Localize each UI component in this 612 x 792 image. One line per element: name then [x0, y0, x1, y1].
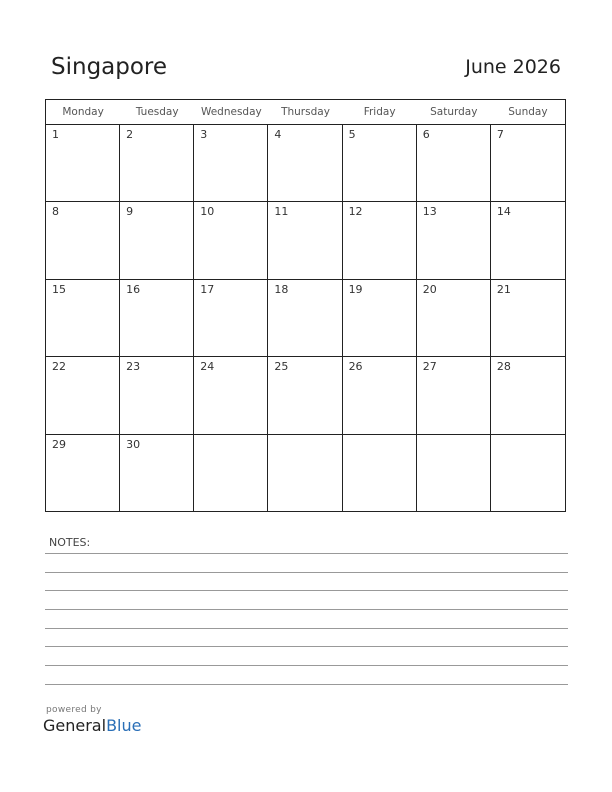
day-number: 12	[348, 205, 363, 219]
day-cell	[343, 280, 417, 357]
day-number: 8	[52, 205, 59, 219]
weekday-label: Friday	[363, 106, 396, 118]
day-number: 24	[200, 360, 215, 374]
day-cell	[491, 435, 565, 512]
day-cell	[417, 202, 491, 279]
day-number: 10	[200, 205, 215, 219]
day-cell	[120, 125, 194, 202]
day-cell	[194, 435, 268, 512]
day-cell	[417, 435, 491, 512]
day-cell	[120, 280, 194, 357]
day-cell	[268, 357, 342, 434]
day-number: 26	[348, 360, 363, 374]
weekday-label: Monday	[62, 106, 104, 118]
day-cell	[491, 357, 565, 434]
weekday-label: Tuesday	[135, 106, 179, 118]
day-cell	[46, 280, 120, 357]
day-number: 28	[496, 360, 511, 374]
day-number: 16	[126, 282, 141, 296]
day-cell	[194, 125, 268, 202]
note-line	[45, 590, 568, 591]
calendar-country-title: Singapore	[51, 54, 168, 80]
day-number: 18	[274, 282, 289, 296]
day-cell	[120, 202, 194, 279]
day-number: 19	[348, 282, 363, 296]
day-cell	[343, 202, 417, 279]
day-number: 27	[422, 360, 437, 374]
day-number: 29	[52, 437, 66, 451]
day-number: 30	[126, 437, 141, 451]
day-number: 11	[274, 205, 289, 219]
day-cell	[343, 357, 417, 434]
note-line	[45, 609, 568, 610]
note-line	[45, 553, 568, 554]
day-number: 17	[200, 282, 215, 296]
day-cell	[46, 357, 120, 434]
day-number: 1	[52, 128, 59, 141]
generalblue-logo[interactable]	[43, 716, 141, 735]
note-line	[45, 646, 568, 647]
day-cell	[417, 280, 491, 357]
note-line	[45, 684, 568, 685]
note-line	[45, 665, 568, 666]
weekday-label: Thursday	[281, 106, 330, 118]
weekday-header-row	[46, 100, 565, 125]
day-number: 9	[126, 205, 134, 219]
note-line	[45, 628, 568, 629]
day-number: 4	[274, 128, 282, 141]
calendar-grid	[45, 99, 566, 512]
day-number: 5	[348, 128, 356, 141]
day-cell	[343, 125, 417, 202]
day-cell	[46, 125, 120, 202]
day-cell	[343, 435, 417, 512]
day-number: 2	[126, 128, 134, 141]
day-number: 14	[496, 205, 511, 219]
weekday-label: Wednesday	[200, 106, 262, 118]
day-cell	[194, 280, 268, 357]
day-cell	[194, 357, 268, 434]
day-number: 23	[126, 360, 141, 374]
day-cell	[491, 202, 565, 279]
day-cell	[268, 280, 342, 357]
weekday-label: Saturday	[430, 106, 478, 118]
day-cell	[120, 357, 194, 434]
day-cell	[46, 202, 120, 279]
day-cell	[194, 202, 268, 279]
day-cell	[268, 202, 342, 279]
calendar-month-title: June 2026	[465, 56, 561, 78]
day-number: 15	[52, 282, 66, 296]
day-number: 13	[422, 205, 437, 219]
day-number: 3	[200, 128, 208, 141]
day-cell	[120, 435, 194, 512]
day-number: 21	[496, 282, 511, 296]
day-cell	[417, 125, 491, 202]
day-number: 20	[422, 282, 437, 296]
day-number: 25	[274, 360, 289, 374]
powered-by-text: powered by	[46, 705, 102, 715]
day-number: 22	[52, 360, 66, 374]
day-cell	[268, 435, 342, 512]
calendar-days	[46, 125, 565, 512]
weekday-label: Sunday	[508, 106, 548, 118]
day-cell	[417, 357, 491, 434]
day-cell	[491, 125, 565, 202]
note-line	[45, 572, 568, 573]
day-number: 7	[496, 128, 504, 141]
brand-general: General	[43, 716, 107, 735]
day-cell	[46, 435, 120, 512]
notes-label: NOTES:	[49, 536, 91, 549]
day-cell	[491, 280, 565, 357]
day-number: 6	[422, 128, 430, 141]
day-cell	[268, 125, 342, 202]
brand-blue: Blue	[106, 716, 142, 735]
